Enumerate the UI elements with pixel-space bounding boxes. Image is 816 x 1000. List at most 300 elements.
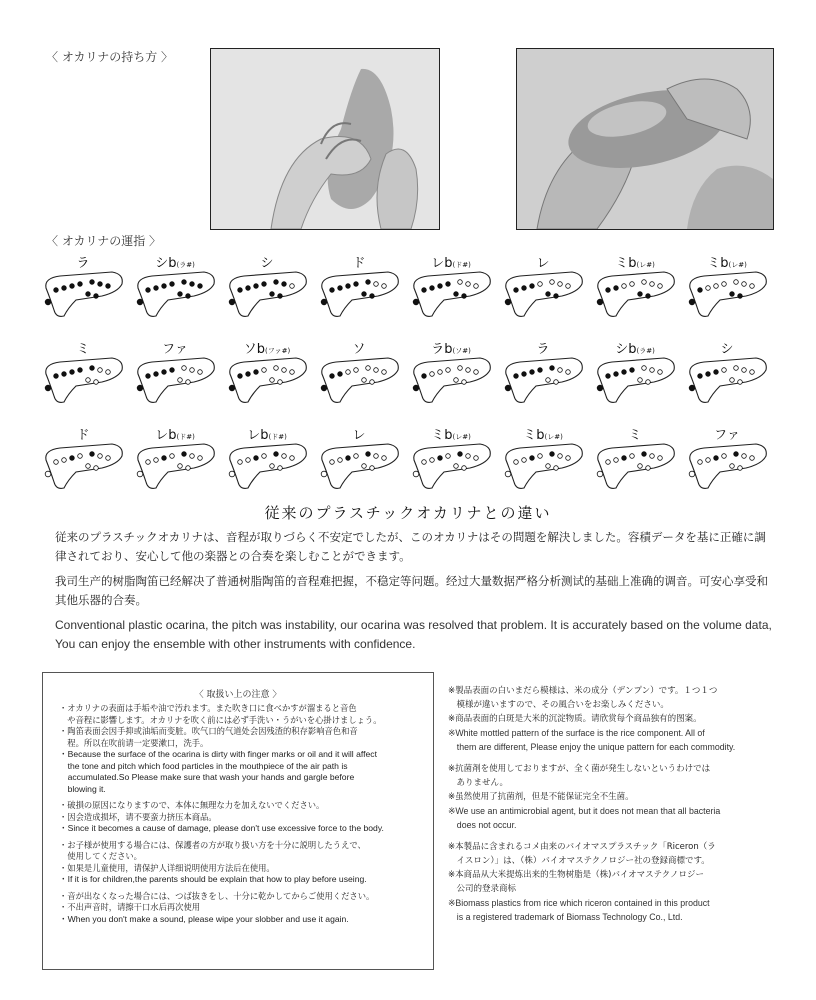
- open-hole: [546, 464, 551, 469]
- open-hole: [466, 454, 471, 459]
- closed-hole: [738, 294, 743, 299]
- fingering-cell: [224, 252, 310, 322]
- fingering-cell: [316, 424, 402, 494]
- open-hole: [642, 366, 647, 371]
- open-hole: [658, 284, 663, 289]
- closed-hole: [198, 284, 203, 289]
- closed-hole: [413, 385, 419, 391]
- open-hole: [606, 460, 611, 465]
- closed-hole: [597, 299, 603, 305]
- note-line: ・オカリナの表面は手垢や油で汚れます。また吹き口に食べかすが溜まると音色: [59, 703, 357, 713]
- product-notes: [448, 684, 778, 924]
- open-hole: [229, 471, 235, 477]
- open-hole: [106, 370, 111, 375]
- closed-hole: [70, 456, 75, 461]
- open-hole: [462, 466, 467, 471]
- note-label: レb(ド#): [155, 428, 195, 443]
- closed-hole: [162, 284, 167, 289]
- note-line: ※虽然使用了抗菌剂，但是不能保证完全不生菌。: [448, 792, 634, 802]
- note-line: ※商品表面的白斑是大米的沉淀物质。请欣赏每个商品独有的图案。: [448, 714, 702, 724]
- note-line: ・音が出なくなった場合には、つば抜きをし、十分に乾かしてからご使用ください。: [59, 890, 375, 901]
- open-hole: [558, 282, 563, 287]
- closed-hole: [54, 288, 59, 293]
- note-line: や音程に影響します。オカリナを吹く前には必ず手洗い・うがいを心掛けましょう。: [59, 714, 382, 725]
- note-line: ・破損の原因になりますので、本体に無理な力を加えないでください。: [59, 800, 325, 810]
- open-hole: [290, 284, 295, 289]
- note-line: 使用してください。: [59, 851, 142, 861]
- ocarina-diagram: [42, 354, 126, 406]
- closed-hole: [346, 284, 351, 289]
- closed-hole: [550, 452, 555, 457]
- closed-hole: [458, 452, 463, 457]
- closed-hole: [162, 456, 167, 461]
- open-hole: [330, 460, 335, 465]
- note-label: ラb(ソ#): [431, 342, 471, 357]
- fingering-cell: [684, 252, 770, 322]
- closed-hole: [505, 385, 511, 391]
- open-hole: [146, 460, 151, 465]
- open-hole: [98, 454, 103, 459]
- open-hole: [362, 464, 367, 469]
- open-hole: [290, 456, 295, 461]
- fingering-cell: [224, 424, 310, 494]
- closed-hole: [254, 370, 259, 375]
- open-hole: [538, 282, 543, 287]
- care-instructions-box: [42, 672, 434, 970]
- closed-hole: [698, 288, 703, 293]
- open-hole: [370, 466, 375, 471]
- fingering-cell: [592, 338, 678, 408]
- closed-hole: [354, 282, 359, 287]
- note-label: ミb(レ#): [707, 256, 747, 271]
- closed-hole: [182, 280, 187, 285]
- fingering-cell: [684, 338, 770, 408]
- closed-hole: [538, 368, 543, 373]
- note-label: レ: [536, 256, 550, 271]
- open-hole: [689, 471, 695, 477]
- closed-hole: [321, 385, 327, 391]
- open-hole: [474, 284, 479, 289]
- note-label: ファ: [162, 342, 188, 357]
- open-hole: [346, 370, 351, 375]
- closed-hole: [282, 282, 287, 287]
- fingering-cell: [40, 252, 126, 322]
- closed-hole: [146, 374, 151, 379]
- open-hole: [198, 370, 203, 375]
- closed-hole: [178, 292, 183, 297]
- closed-hole: [430, 286, 435, 291]
- open-hole: [558, 368, 563, 373]
- ocarina-diagram: [502, 440, 586, 492]
- open-hole: [154, 458, 159, 463]
- fingering-cell: [132, 252, 218, 322]
- closed-hole: [338, 372, 343, 377]
- fingering-cell: [316, 252, 402, 322]
- open-hole: [738, 380, 743, 385]
- open-hole: [182, 366, 187, 371]
- ocarina-diagram: [410, 440, 494, 492]
- closed-hole: [438, 456, 443, 461]
- open-hole: [722, 368, 727, 373]
- closed-hole: [514, 374, 519, 379]
- fingering-cell: [684, 424, 770, 494]
- ocarina-diagram: [686, 354, 770, 406]
- closed-hole: [330, 288, 335, 293]
- open-hole: [45, 471, 51, 477]
- open-hole: [522, 458, 527, 463]
- open-hole: [354, 454, 359, 459]
- description-japanese: 従来のプラスチックオカリナは、音程が取りづらく不安定でしたが、このオカリナはその問題を解決しました。容積データを基に正確に調律されており、安心して他の楽器との合奏を楽しむことができます。: [55, 530, 766, 563]
- open-hole: [514, 460, 519, 465]
- closed-hole: [370, 294, 375, 299]
- closed-hole: [45, 299, 51, 305]
- closed-hole: [274, 280, 279, 285]
- closed-hole: [274, 452, 279, 457]
- closed-hole: [246, 372, 251, 377]
- open-hole: [734, 366, 739, 371]
- closed-hole: [530, 284, 535, 289]
- closed-hole: [689, 299, 695, 305]
- open-hole: [78, 454, 83, 459]
- hands-ocarina-photo: [211, 49, 439, 229]
- open-hole: [278, 466, 283, 471]
- closed-hole: [154, 372, 159, 377]
- note-line: the tone and pitch which food particles in the mouthpiece of the air path is: [59, 760, 348, 771]
- fingering-cell: [500, 252, 586, 322]
- closed-hole: [170, 368, 175, 373]
- open-hole: [374, 454, 379, 459]
- open-hole: [86, 464, 91, 469]
- fingering-title: 〈 オカリナの運指 〉: [46, 234, 162, 248]
- open-hole: [94, 466, 99, 471]
- care-title: 〈 取扱い上の注意 〉: [194, 690, 282, 700]
- open-hole: [170, 454, 175, 459]
- closed-hole: [270, 292, 275, 297]
- closed-hole: [90, 366, 95, 371]
- open-hole: [137, 471, 143, 477]
- note-line: accumulated.So Please make sure that wash your hands and gargle before: [59, 772, 355, 782]
- closed-hole: [530, 370, 535, 375]
- open-hole: [262, 454, 267, 459]
- note-label: ミ: [76, 342, 90, 357]
- open-hole: [698, 460, 703, 465]
- closed-hole: [642, 452, 647, 457]
- closed-hole: [346, 456, 351, 461]
- note-label: ド: [76, 428, 90, 443]
- ocarina-diagram: [318, 440, 402, 492]
- open-hole: [54, 460, 59, 465]
- fingering-cell: [500, 424, 586, 494]
- open-hole: [458, 280, 463, 285]
- note-line: 公司的登录商标: [448, 884, 517, 894]
- open-hole: [370, 380, 375, 385]
- closed-hole: [106, 284, 111, 289]
- open-hole: [650, 454, 655, 459]
- open-hole: [274, 366, 279, 371]
- closed-hole: [154, 286, 159, 291]
- open-hole: [466, 368, 471, 373]
- open-hole: [730, 464, 735, 469]
- ocarina-diagram: [134, 440, 218, 492]
- closed-hole: [330, 374, 335, 379]
- note-line: ※抗菌剤を使用しておりますが、全く菌が発生しないというわけでは: [448, 764, 711, 774]
- open-hole: [413, 471, 419, 477]
- closed-hole: [698, 374, 703, 379]
- open-hole: [446, 368, 451, 373]
- open-hole: [198, 456, 203, 461]
- note-line: ・When you don't make a sound, please wipe your slobber and use it again.: [59, 913, 349, 924]
- care-list: [59, 703, 425, 925]
- open-hole: [730, 378, 735, 383]
- open-hole: [554, 380, 559, 385]
- closed-hole: [137, 385, 143, 391]
- open-hole: [558, 454, 563, 459]
- closed-hole: [254, 284, 259, 289]
- note-line: ・不出声音时，请擦干口水后再次使用: [59, 902, 201, 912]
- open-hole: [638, 378, 643, 383]
- fingering-cell: [132, 338, 218, 408]
- closed-hole: [606, 374, 611, 379]
- ocarina-diagram: [42, 440, 126, 492]
- closed-hole: [422, 288, 427, 293]
- holding-photo-left: [210, 48, 440, 230]
- note-label: ラ: [76, 256, 90, 271]
- open-hole: [622, 284, 627, 289]
- note-line: ・因会造成损坏，请不要蛮力挤压本商品。: [59, 811, 217, 822]
- open-hole: [474, 456, 479, 461]
- open-hole: [362, 378, 367, 383]
- closed-hole: [734, 452, 739, 457]
- open-hole: [338, 458, 343, 463]
- open-hole: [566, 284, 571, 289]
- note-label: ミb(レ#): [431, 428, 471, 443]
- note-line: 程。所以在吹前请一定要漱口，洗手。: [59, 737, 209, 748]
- note-line: ありません。: [448, 778, 509, 788]
- closed-hole: [78, 282, 83, 287]
- ocarina-diagram: [410, 354, 494, 406]
- closed-hole: [182, 452, 187, 457]
- ocarina-diagram: [226, 268, 310, 320]
- closed-hole: [262, 282, 267, 287]
- open-hole: [706, 458, 711, 463]
- open-hole: [430, 458, 435, 463]
- closed-hole: [630, 368, 635, 373]
- closed-hole: [98, 282, 103, 287]
- closed-hole: [229, 385, 235, 391]
- open-hole: [454, 378, 459, 383]
- open-hole: [446, 454, 451, 459]
- fingering-cell: [132, 424, 218, 494]
- note-line: 模様が違いますので、その風合いをお楽しみください。: [448, 700, 669, 710]
- closed-hole: [321, 299, 327, 305]
- ocarina-diagram: [686, 440, 770, 492]
- open-hole: [466, 282, 471, 287]
- fingering-cell: [408, 338, 494, 408]
- closed-hole: [229, 299, 235, 305]
- open-hole: [438, 370, 443, 375]
- note-line: does not occur.: [448, 820, 517, 830]
- note-label: ソb(ファ#): [243, 342, 291, 357]
- ocarina-diagram: [226, 440, 310, 492]
- open-hole: [650, 282, 655, 287]
- closed-hole: [186, 294, 191, 299]
- open-hole: [98, 368, 103, 373]
- open-hole: [270, 378, 275, 383]
- holding-title: 〈 オカリナの持ち方 〉: [46, 50, 174, 64]
- closed-hole: [546, 292, 551, 297]
- open-hole: [190, 368, 195, 373]
- open-hole: [597, 471, 603, 477]
- open-hole: [186, 380, 191, 385]
- open-hole: [546, 378, 551, 383]
- open-hole: [282, 368, 287, 373]
- closed-hole: [614, 286, 619, 291]
- note-line: ※製品表面の白いまだら模様は、米の成分（デンプン）です。１つ１つ: [448, 686, 718, 696]
- open-hole: [106, 456, 111, 461]
- ocarina-diagram: [686, 268, 770, 320]
- closed-hole: [78, 368, 83, 373]
- closed-hole: [622, 456, 627, 461]
- closed-hole: [278, 294, 283, 299]
- description-chinese: 我司生产的树脂陶笛已经解决了普通树脂陶笛的音程难把握，不稳定等问题。经过大量数据严格分析测试的基础上准确的调音。可安心享受和其他乐器的合奏。: [55, 574, 768, 607]
- open-hole: [750, 456, 755, 461]
- closed-hole: [162, 370, 167, 375]
- note-label: シ: [260, 256, 274, 271]
- open-hole: [462, 380, 467, 385]
- closed-hole: [70, 370, 75, 375]
- closed-hole: [94, 294, 99, 299]
- closed-hole: [338, 286, 343, 291]
- ocarina-diagram: [502, 354, 586, 406]
- open-hole: [321, 471, 327, 477]
- fingering-cell: [224, 338, 310, 408]
- open-hole: [646, 466, 651, 471]
- note-label: ド: [352, 256, 366, 271]
- open-hole: [742, 368, 747, 373]
- open-hole: [554, 466, 559, 471]
- closed-hole: [413, 299, 419, 305]
- closed-hole: [514, 288, 519, 293]
- note-label: ファ: [714, 428, 740, 443]
- open-hole: [190, 454, 195, 459]
- open-hole: [566, 370, 571, 375]
- closed-hole: [366, 280, 371, 285]
- ocarina-diagram: [42, 268, 126, 320]
- open-hole: [290, 370, 295, 375]
- note-line: ※本製品に含まれるコメ由来のバイオマスプラスチック「Riceron（ラ: [448, 842, 716, 852]
- description-english: Conventional plastic ocarina, the pitch was instability, our ocarina was resolved that problem. It is accurately based on the volume data, You can enjoy the ensemble with other instruments with confidence.: [55, 618, 772, 651]
- open-hole: [382, 370, 387, 375]
- open-hole: [538, 454, 543, 459]
- open-hole: [354, 368, 359, 373]
- note-line: ・If it is for children,the parents should be explain that how to play before useing.: [59, 874, 367, 884]
- open-hole: [706, 286, 711, 291]
- note-label: ミ: [628, 428, 642, 443]
- open-hole: [278, 380, 283, 385]
- fingering-cell: [592, 252, 678, 322]
- closed-hole: [689, 385, 695, 391]
- open-hole: [722, 282, 727, 287]
- note-label: ラ: [536, 342, 550, 357]
- ocarina-diagram: [226, 354, 310, 406]
- note-line: ※Biomass plastics from rice which riceron contained in this product: [448, 898, 710, 908]
- open-hole: [614, 458, 619, 463]
- comparison-heading: 従来のプラスチックオカリナとの違い: [264, 504, 552, 522]
- closed-hole: [366, 452, 371, 457]
- open-hole: [714, 284, 719, 289]
- note-line: ※White mottled pattern of the surface is the rice component. All of: [448, 728, 705, 738]
- closed-hole: [606, 288, 611, 293]
- fingering-cell: [500, 338, 586, 408]
- open-hole: [178, 464, 183, 469]
- closed-hole: [170, 282, 175, 287]
- open-hole: [658, 370, 663, 375]
- closed-hole: [238, 288, 243, 293]
- ocarina-diagram: [502, 268, 586, 320]
- closed-hole: [86, 292, 91, 297]
- fingering-cell: [316, 338, 402, 408]
- closed-hole: [362, 292, 367, 297]
- open-hole: [94, 380, 99, 385]
- closed-hole: [246, 286, 251, 291]
- note-line: ・Since it becomes a cause of damage, please don't use excessive force to the body.: [59, 823, 384, 833]
- closed-hole: [622, 370, 627, 375]
- open-hole: [742, 454, 747, 459]
- note-label: レ: [352, 428, 366, 443]
- closed-hole: [638, 292, 643, 297]
- open-hole: [630, 282, 635, 287]
- open-hole: [374, 368, 379, 373]
- closed-hole: [422, 374, 427, 379]
- open-hole: [374, 282, 379, 287]
- fingering-cell: [40, 338, 126, 408]
- closed-hole: [70, 284, 75, 289]
- fingering-cell: [592, 424, 678, 494]
- note-label: ミb(レ#): [615, 256, 655, 271]
- ocarina-diagram: [318, 268, 402, 320]
- closed-hole: [137, 299, 143, 305]
- note-line: ・陶笛表面会因手抑或油垢而变脏。吹气口的气道处会因残渣的积存影响音色和音: [59, 726, 358, 736]
- open-hole: [422, 460, 427, 465]
- open-hole: [566, 456, 571, 461]
- closed-hole: [550, 366, 555, 371]
- closed-hole: [646, 294, 651, 299]
- note-line: ・如果是儿童使用，请保护人详细说明使用方法后在使用。: [59, 862, 275, 873]
- closed-hole: [454, 292, 459, 297]
- open-hole: [722, 454, 727, 459]
- closed-hole: [438, 284, 443, 289]
- closed-hole: [62, 372, 67, 377]
- note-line: ※We use an antimicrobial agent, but it does not mean that all bacteria: [448, 806, 721, 816]
- open-hole: [262, 368, 267, 373]
- closed-hole: [90, 280, 95, 285]
- closed-hole: [730, 292, 735, 297]
- open-hole: [454, 464, 459, 469]
- note-label: レb(ド#): [431, 256, 471, 271]
- closed-hole: [597, 385, 603, 391]
- fingering-cell: [40, 424, 126, 494]
- ocarina-diagram: [410, 268, 494, 320]
- ocarina-diagram: [594, 440, 678, 492]
- open-hole: [430, 372, 435, 377]
- open-hole: [86, 378, 91, 383]
- fingering-cell: [408, 252, 494, 322]
- hands-ocarina-closeup-photo: [517, 49, 773, 229]
- note-line: イスロン）」は、（株）バイオマステクノロジー社の登録商標です。: [448, 856, 710, 866]
- note-line: ・Because the surface of the ocarina is dirty with finger marks or oil and it will affect: [59, 749, 377, 759]
- closed-hole: [238, 374, 243, 379]
- open-hole: [282, 454, 287, 459]
